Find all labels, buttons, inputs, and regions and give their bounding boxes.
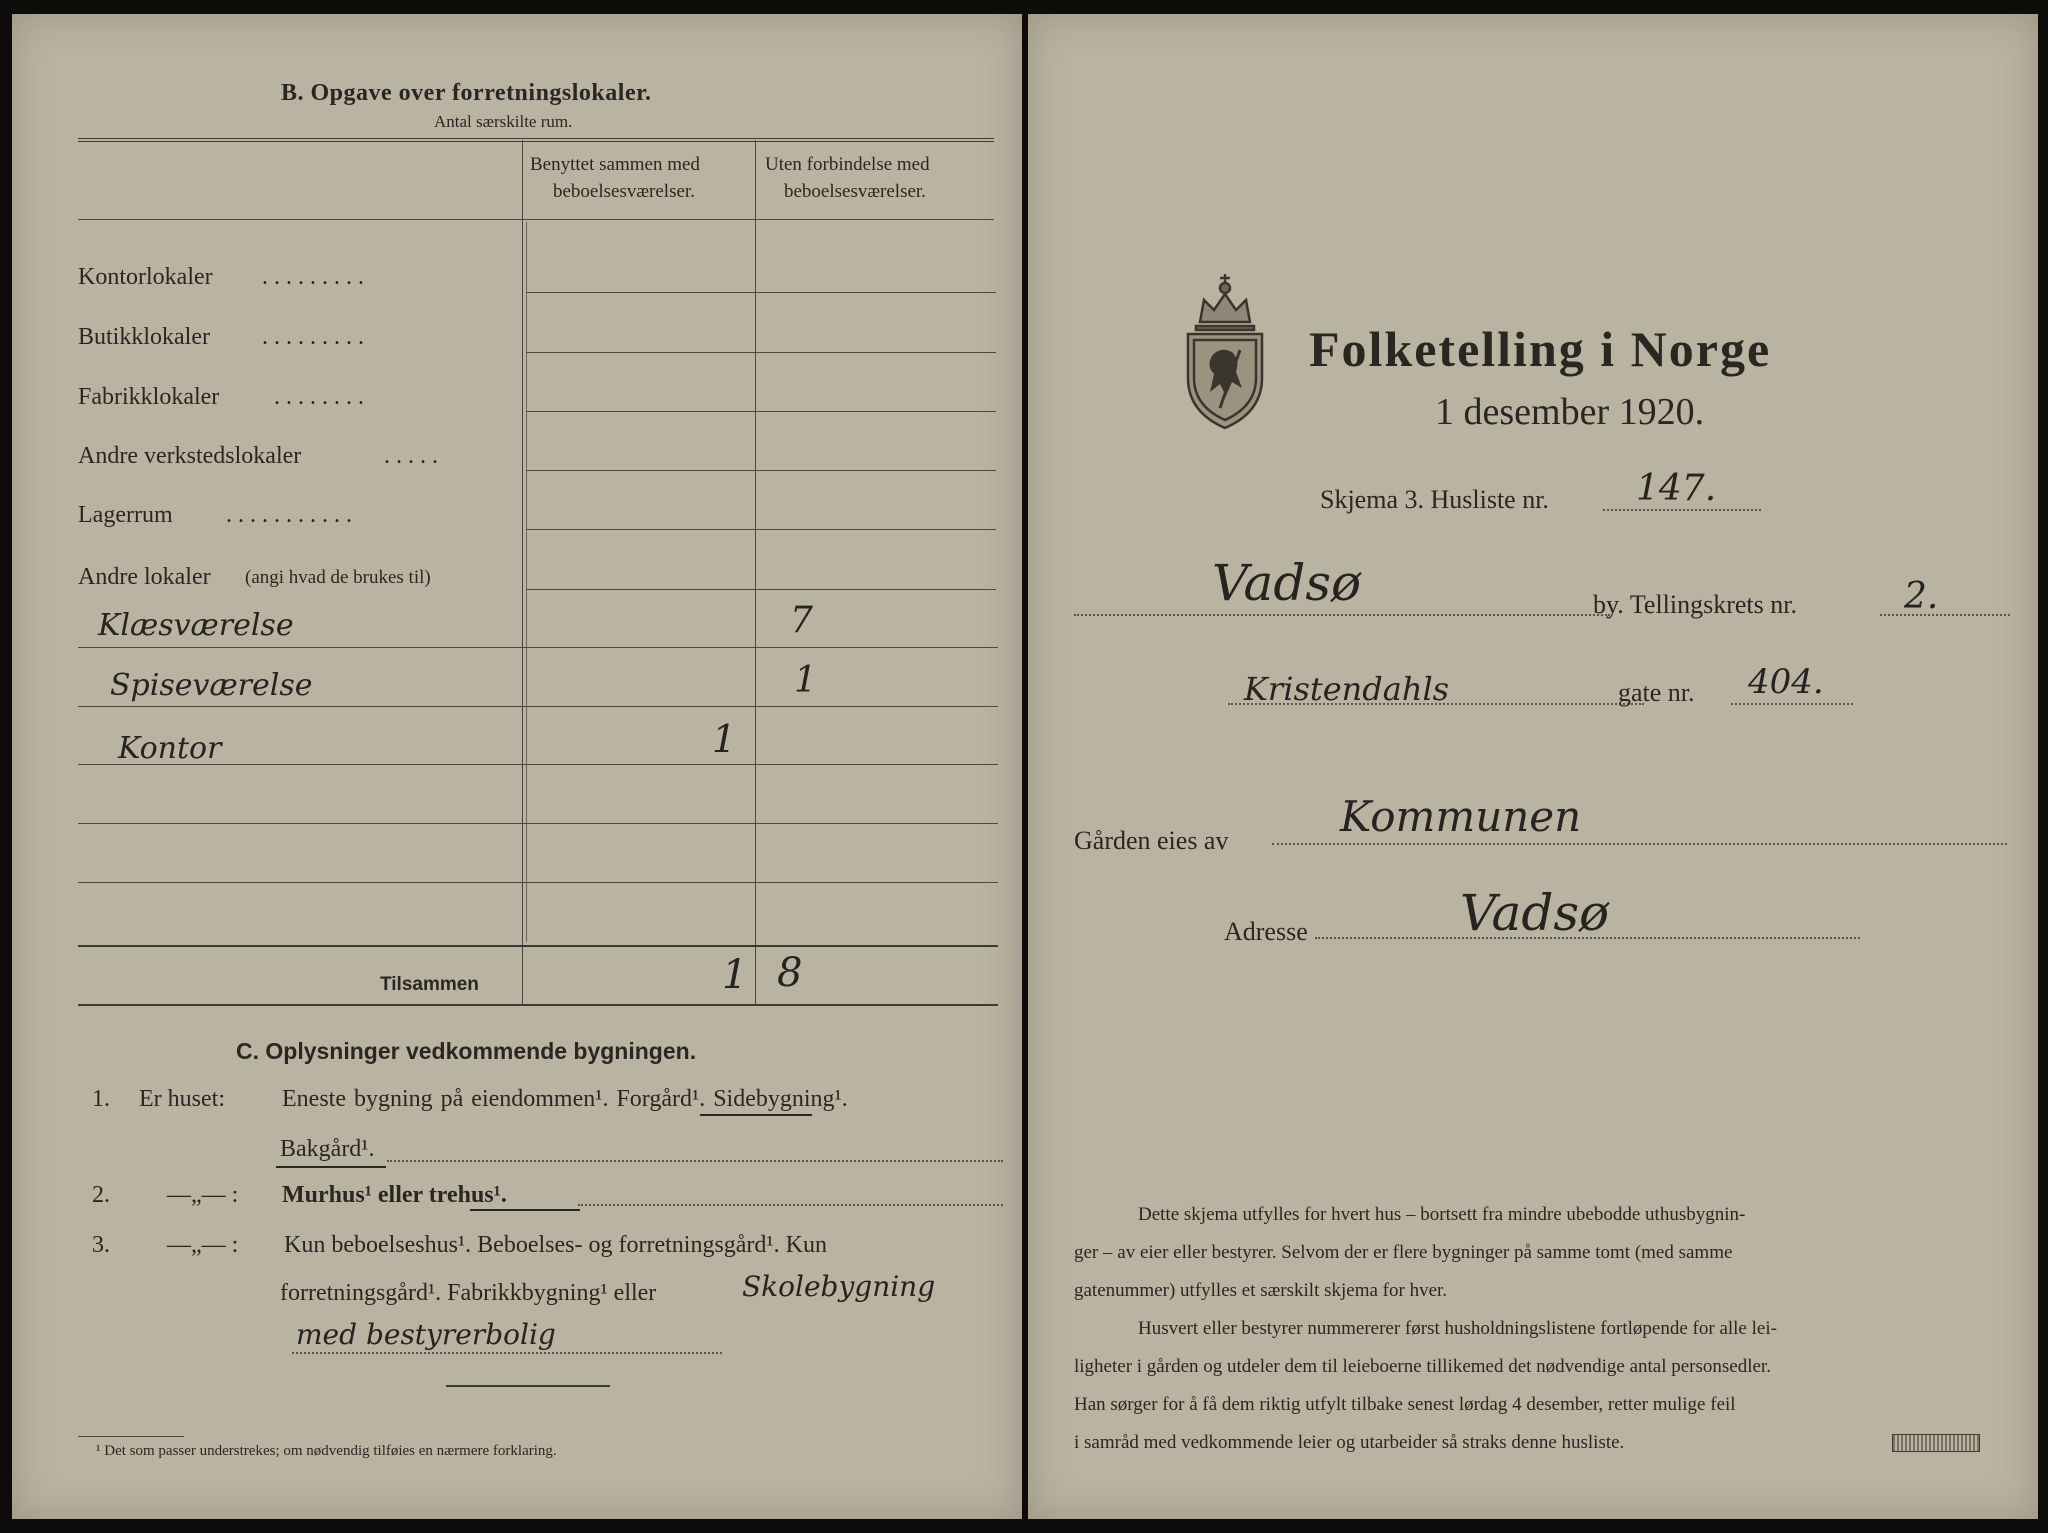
row-label-kontorlokaler: Kontorlokaler — [78, 264, 213, 290]
fill-line — [1731, 703, 1853, 705]
cell-rule — [526, 292, 996, 293]
fill-line — [292, 1352, 722, 1354]
q3-number: 3. — [92, 1232, 110, 1258]
row-label-lagerrum: Lagerrum — [78, 502, 173, 528]
cell-rule — [526, 411, 996, 412]
q1-text: Eneste bygning på eiendommen¹. Forgård¹. Sidebygning¹. — [282, 1086, 848, 1112]
row-label-butikklokaler: Butikklokaler — [78, 324, 210, 350]
table-col-divider-2 — [755, 140, 756, 1006]
gate-label: gate nr. — [1618, 678, 1695, 707]
col2-header-line1: Uten forbindelse med — [765, 154, 930, 175]
col1-header-line2: beboelsesværelser. — [553, 181, 695, 202]
total-label: Tilsammen — [380, 974, 479, 995]
cell-rule — [526, 529, 996, 530]
table-top-rule — [78, 138, 994, 142]
q2-text: Murhus¹ eller trehus¹. — [282, 1182, 507, 1208]
fill-line — [387, 1160, 1003, 1162]
fill-line — [578, 1204, 1003, 1206]
instruction-line: Dette skjema utfylles for hvert hus – bortsett fra mindre ubebodde uthusbygnin- — [1138, 1204, 1746, 1225]
row-dots: . . . . . . . . — [274, 384, 364, 410]
instruction-line: ger – av eier eller bestyrer. Selvom der er flere bygninger på samme tomt (med samme — [1074, 1242, 1733, 1263]
owner-handwritten: Kommunen — [1340, 792, 1582, 841]
left-page — [12, 14, 1022, 1519]
instruction-line: ligheter i gården og utdeler dem til leieboerne tillikemed det nødvendige antal personsedler. — [1074, 1356, 1771, 1377]
handwritten-row-label: Kontor — [118, 731, 222, 766]
coat-of-arms-icon — [1180, 270, 1270, 432]
printer-stamp — [1892, 1434, 1980, 1452]
address-label: Adresse — [1224, 917, 1308, 946]
q1-number: 1. — [92, 1086, 110, 1112]
underline-trehus — [470, 1209, 580, 1211]
city-handwritten: Vadsø — [1212, 554, 1362, 612]
underline-forgard — [700, 1114, 812, 1116]
row-label-andre-verkstedslokaler: Andre verkstedslokaler — [78, 443, 302, 469]
q3-handwritten-1: Skolebygning — [742, 1270, 936, 1303]
section-end-rule — [446, 1385, 610, 1387]
row-note-andre-lokaler: (angi hvad de brukes til) — [245, 567, 431, 588]
row-label-andre-lokaler: Andre lokaler — [78, 564, 211, 590]
section-b-title: B. Opgave over forretningslokaler. — [281, 80, 652, 106]
instruction-line: Husvert eller bestyrer nummererer først husholdningslistene fortløpende for alle lei- — [1138, 1318, 1777, 1339]
section-c-title: C. Oplysninger vedkommende bygningen. — [236, 1038, 697, 1064]
q2-number: 2. — [92, 1182, 110, 1208]
section-b-subtitle: Antal særskilte rum. — [434, 112, 573, 131]
q3-handwritten-2: med bestyrerbolig — [296, 1318, 556, 1351]
handwritten-row-label: Klæsværelse — [98, 608, 294, 643]
row-rule — [78, 882, 998, 883]
row-rule — [78, 823, 998, 824]
fill-line — [1228, 703, 1644, 705]
fill-line — [1603, 509, 1761, 511]
underline-bakgard — [276, 1166, 386, 1168]
q3-continuation: forretningsgård¹. Fabrikkbygning¹ eller — [280, 1280, 657, 1306]
row-dots: . . . . . — [384, 443, 438, 469]
owner-label: Gården eies av — [1074, 826, 1229, 855]
address-handwritten: Vadsø — [1460, 884, 1610, 942]
row-rule — [78, 706, 998, 707]
fill-line — [1074, 614, 1610, 616]
total-col1: 1 — [722, 952, 748, 998]
census-date: 1 desember 1920. — [1435, 391, 1705, 433]
row-dots: . . . . . . . . . — [262, 324, 364, 350]
handwritten-cell-col1: 1 — [712, 717, 737, 761]
q1-continuation: Bakgård¹. — [280, 1136, 375, 1162]
husliste-nr: 147. — [1636, 468, 1717, 509]
gate-nr: 404. — [1748, 662, 1824, 702]
cell-rule — [526, 352, 996, 353]
skjema-label: Skjema 3. Husliste nr. — [1320, 485, 1549, 514]
footnote-rule — [78, 1436, 184, 1437]
total-col2: 8 — [777, 950, 803, 996]
q3-lead: —„— : — [167, 1232, 239, 1258]
by-krets-label: by. Tellingskrets nr. — [1593, 590, 1798, 619]
table-header-rule — [78, 219, 994, 220]
right-page — [1028, 14, 2038, 1519]
row-rule — [78, 764, 998, 765]
row-label-fabrikklokaler: Fabrikklokaler — [78, 384, 220, 410]
handwritten-cell-col2: 1 — [794, 660, 817, 701]
row-dots: . . . . . . . . . . . — [226, 502, 352, 528]
table-col-divider-1b — [526, 222, 527, 942]
q3-text: Kun beboelseshus¹. Beboelses- og forretningsgård¹. Kun — [284, 1232, 827, 1258]
col1-header-line1: Benyttet sammen med — [530, 154, 700, 175]
footnote: ¹ Det som passer understrekes; om nødvendig tilføies en nærmere forklaring. — [96, 1443, 557, 1459]
row-dots: . . . . . . . . . — [262, 264, 364, 290]
instruction-line: gatenummer) utfylles et særskilt skjema for hver. — [1074, 1280, 1448, 1301]
cell-rule — [526, 589, 996, 590]
q2-lead: —„— : — [167, 1182, 239, 1208]
main-title: Folketelling i Norge — [1309, 321, 1772, 377]
krets-nr: 2. — [1904, 576, 1939, 617]
table-col-divider-1 — [522, 140, 523, 1006]
q1-lead: Er huset: — [139, 1086, 225, 1112]
fill-line — [1880, 614, 2010, 616]
fill-line — [1272, 843, 2007, 845]
cell-rule — [526, 470, 996, 471]
row-rule — [78, 647, 998, 648]
handwritten-cell-col2: 7 — [790, 600, 813, 641]
handwritten-row-label: Spiseværelse — [110, 668, 313, 703]
instruction-line: i samråd med vedkommende leier og utarbeider så straks denne husliste. — [1074, 1432, 1625, 1453]
street-handwritten: Kristendahls — [1244, 670, 1450, 708]
total-top-rule — [78, 945, 998, 947]
col2-header-line2: beboelsesværelser. — [784, 181, 926, 202]
total-bottom-rule — [78, 1004, 998, 1006]
instruction-line: Han sørger for å få dem riktig utfylt tilbake senest lørdag 4 desember, retter mulige feil — [1074, 1394, 1736, 1415]
